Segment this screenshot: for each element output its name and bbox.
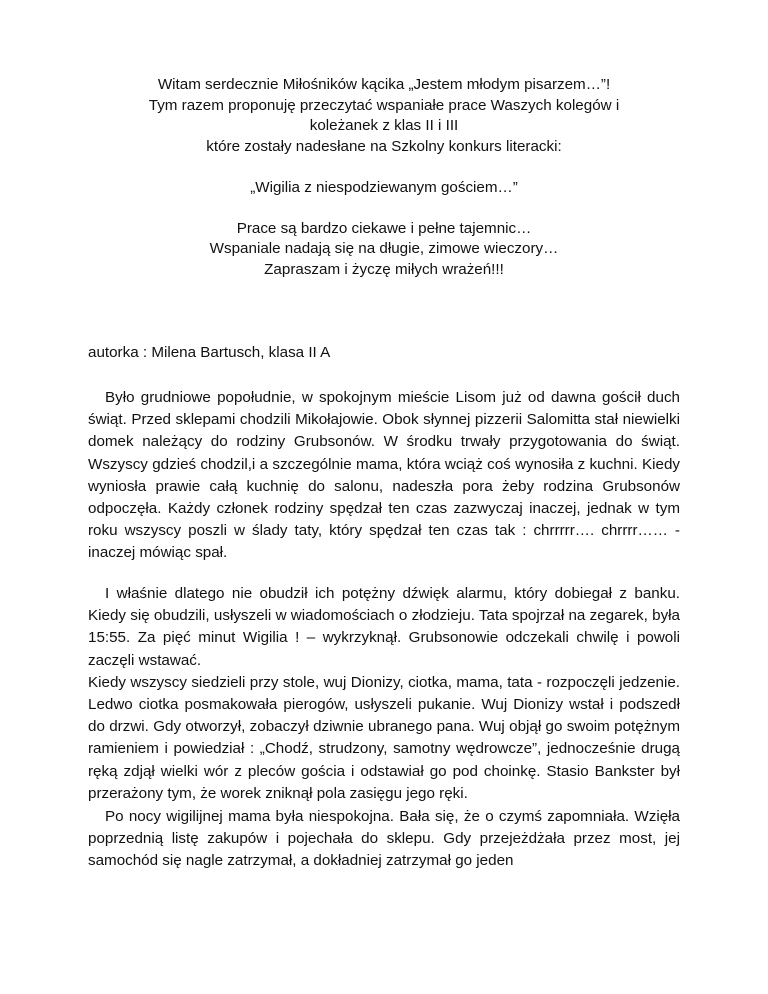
spacer xyxy=(90,157,678,178)
intro-block xyxy=(90,75,678,280)
story-paragraph: Po nocy wigilijnej mama była niespokojna. Bała się, że o czymś zapomniała. Wzięła poprzednią listę zakupów i pojechała do sklepu. Gdy przejeżdżała przez most, jej samochód się nagle zatrzymał, a dokładniej zatrzymał go jeden xyxy=(88,808,680,870)
intro-line: Prace są bardzo ciekawe i pełne tajemnic… xyxy=(236,219,532,237)
author-line: autorka : Milena Bartusch, klasa II A xyxy=(88,344,331,361)
intro-line: Zapraszam i życzę miłych wrażeń!!! xyxy=(264,260,504,278)
story-paragraph: Było grudniowe popołudnie, w spokojnym mieście Lisom już od dawna gościł duch świąt. Przed sklepami chodzili Mikołajowie. Obok słynnej pizzerii Salomitta stał niewielki domek należący do rodziny Grubsonów. W środku trwały przygotowania do świąt. Wszyscy gdzieś chodzil,i a szczególnie mama, która wciąż coś wynosiła z kuchni. Kiedy wyniosła prawie całą kuchnię do salonu, nadeszła pora żeby rodzina Grubsonów odpoczęła. Każdy członek rodziny spędzał ten czas zazwyczaj inaczej, jednak w tym roku wszyscy poszli w ślady taty, który spędzał ten czas tak : chrrrrr…. chrrrr…… - inaczej mówiąc spał. xyxy=(88,389,680,562)
intro-line: które zostały nadesłane na Szkolny konkurs literacki: xyxy=(206,137,562,155)
intro-line: Wspaniale nadają się na długie, zimowe wieczory… xyxy=(209,240,559,257)
intro-line: Tym razem proponuję przeczytać wspaniałe prace Waszych kolegów i xyxy=(148,96,620,114)
intro-greeting: Witam serdecznie Miłośników kącika „Jestem młodym pisarzem…”! xyxy=(157,76,611,93)
story-paragraph-block xyxy=(88,583,680,805)
story-paragraph: Kiedy wszyscy siedzieli przy stole, wuj Dionizy, ciotka, mama, tata - rozpoczęli jedzenie. Ledwo ciotka posmakowała pierogów, usłyszeli pukanie. Wuj Dionizy wstał i podszedł do drzwi. Gdy otworzył, zobaczył dziwnie ubranego pana. Wuj objął go swoim potężnym ramieniem i powiedział : „Chodź, strudzony, samotny wędrowcze”, jednocześnie drugą ręką zdjął wielki wór z pleców gościa i odstawiał go pod choinkę. Stasio Bankster był przerażony tym, że worek zniknął pola zasięgu jego ręki. xyxy=(88,673,680,802)
story-paragraph: I właśnie dlatego nie obudził ich potężny dźwięk alarmu, który dobiegał z banku. Kiedy się obudzili, usłyszeli w wiadomościach o złodzieju. Tata spojrzał na zegarek, była 15:55. Za pięć minut Wigilia ! – wykrzyknął. Grubsonowie odczekali chwilę i powoli zaczęli wstawać. xyxy=(88,585,680,669)
intro-line: koleżanek z klas II i III xyxy=(309,117,459,134)
spacer xyxy=(90,198,678,219)
contest-title: „Wigilia z niespodziewanym gościem…” xyxy=(250,178,518,196)
